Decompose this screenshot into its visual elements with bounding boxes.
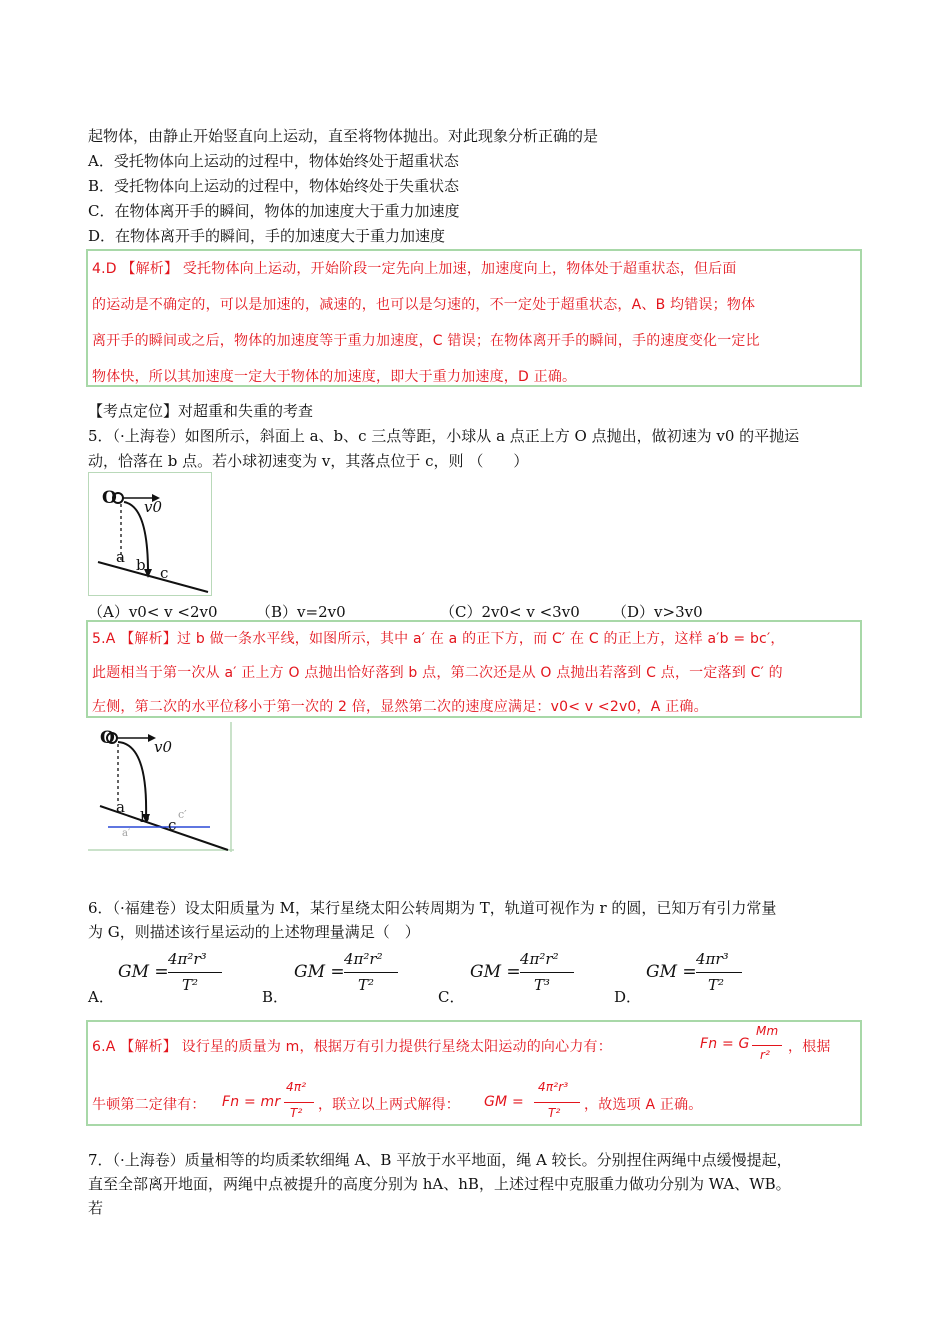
label-c: c (168, 816, 177, 834)
formula-denominator: T² (182, 976, 199, 994)
q6-analysis-formula-den: T² (548, 1106, 561, 1120)
q6-analysis-formula-den: r² (760, 1048, 771, 1062)
q4-option-d: D．在物体离开手的瞬间，手的加速度大于重力加速度 (88, 227, 446, 245)
formula-lhs: GM = (646, 962, 697, 982)
formula-numerator: 4πr³ (696, 950, 729, 968)
fraction-bar (696, 972, 742, 973)
label-b: b (140, 808, 150, 826)
q5-option-d: （D）v>3v0 (612, 603, 703, 621)
fraction-bar (752, 1045, 782, 1046)
q5-analysis-line: 5.A 【解析】过 b 做一条水平线，如图所示，其中 a′ 在 a 的正下方，而 C′ 在 C 的正上方，这样 a′b = bc′， (92, 631, 785, 647)
formula-lhs: GM = (294, 962, 345, 982)
formula-denominator: T² (708, 976, 725, 994)
q5-option-a: （A）v0< v <2v0 (88, 603, 218, 621)
q5-option-c: （C）2v0< v <3v0 (440, 603, 580, 621)
q4-option-a: A．受托物体向上运动的过程中，物体始终处于超重状态 (88, 152, 459, 170)
fraction-bar (168, 972, 222, 973)
q4-analysis-box (86, 249, 862, 387)
label-v0: v0 (144, 498, 163, 516)
label-c-prime: c′ (178, 808, 187, 821)
q5-analysis-figure (88, 722, 234, 852)
q6-analysis-box (86, 1020, 862, 1126)
option-letter: C． (438, 988, 465, 1006)
formula-lhs: GM = (470, 962, 521, 982)
q4-analysis-line: 离开手的瞬间或之后，物体的加速度等于重力加速度，C 错误；在物体离开手的瞬间，手的速度变化一定比 (92, 333, 760, 349)
q5-analysis-box (86, 620, 862, 718)
q5-analysis-line: 左侧，第二次的水平位移小于第一次的 2 倍，显然第二次的速度应满足：v0< v <2v0，A 正确。 (92, 699, 708, 715)
q5-figure (88, 472, 212, 596)
q6-analysis-text: ，故选项 A 正确。 (584, 1097, 703, 1113)
q6-analysis-formula-den: T² (290, 1106, 303, 1120)
option-letter: B． (262, 988, 289, 1006)
q6-analysis-text: ，根据 (788, 1039, 831, 1055)
fraction-bar (520, 972, 574, 973)
q5-stem-line1: 5．（·上海卷）如图所示，斜面上 a、b、c 三点等距，小球从 a 点正上方 O 点抛出，做初速为 v0 的平抛运 (88, 427, 800, 445)
q7-line3: 若 (88, 1199, 104, 1217)
q5-analysis-line: 此题相当于第一次从 a′ 正上方 O 点抛出恰好落到 b 点，第二次还是从 O 点抛出若落到 C 点，一定落到 C′ 的 (92, 665, 783, 681)
label-o: O (100, 728, 115, 748)
q4-option-b: B．受托物体向上运动的过程中，物体始终处于失重状态 (88, 177, 460, 195)
label-o: O (102, 488, 117, 508)
q7-line1: 7．（·上海卷）质量相等的均质柔软细绳 A、B 平放于水平地面，绳 A 较长。分别捏住两绳中点缓慢提起， (88, 1151, 792, 1169)
formula-numerator: 4π²r² (520, 950, 559, 968)
q6-analysis-text: ，联立以上两式解得： (318, 1097, 460, 1113)
label-b: b (136, 556, 146, 574)
label-c: c (160, 564, 169, 582)
q6-stem-line2: 为 G，则描述该行星运动的上述物理量满足（ ） (88, 923, 420, 941)
q4-kaodian: 【考点定位】对超重和失重的考查 (88, 402, 314, 420)
option-letter: D． (614, 988, 642, 1006)
q4-analysis-line: 的运动是不确定的，可以是加速的，减速的，也可以是匀速的，不一定处于超重状态，A、B 均错误；物体 (92, 297, 756, 313)
q6-analysis-formula-num: 4π²r³ (538, 1080, 569, 1094)
q6-analysis-formula-num: 4π² (286, 1080, 307, 1094)
q4-stem: 起物体，由静止开始竖直向上运动，直至将物体抛出。对此现象分析正确的是 (88, 127, 599, 145)
option-letter: A． (88, 988, 114, 1006)
formula-lhs: GM = (118, 962, 169, 982)
q4-analysis-line: 4.D 【解析】 受托物体向上运动，开始阶段一定先向上加速，加速度向上，物体处于超重状态，但后面 (92, 261, 737, 277)
q6-analysis-text: 6.A 【解析】 设行星的质量为 m，根据万有引力提供行星绕太阳运动的向心力有： (92, 1039, 612, 1055)
q5-stem-line2: 动，恰落在 b 点。若小球初速变为 v，其落点位于 c，则 （ ） (88, 452, 529, 470)
label-a-prime: a′ (122, 828, 131, 839)
q4-option-c: C．在物体离开手的瞬间，物体的加速度大于重力加速度 (88, 202, 460, 220)
q6-analysis-text: 牛顿第二定律有： (92, 1097, 206, 1113)
label-a: a (116, 798, 125, 816)
formula-denominator: T³ (534, 976, 551, 994)
formula-numerator: 4π²r² (344, 950, 383, 968)
q6-analysis-formula: GM = (484, 1094, 524, 1110)
formula-denominator: T² (358, 976, 375, 994)
fraction-bar (284, 1102, 314, 1103)
fraction-bar (344, 972, 398, 973)
label-a: a (116, 548, 125, 566)
formula-numerator: 4π²r³ (168, 950, 207, 968)
q6-analysis-formula-num: Mm (756, 1024, 779, 1038)
q7-line2: 直至全部离开地面，两绳中点被提升的高度分别为 hA、hB，上述过程中克服重力做功分别为 WA、WB。 (88, 1175, 791, 1193)
fraction-bar (534, 1102, 580, 1103)
q4-analysis-line: 物体快，所以其加速度一定大于物体的加速度，即大于重力加速度，D 正确。 (92, 369, 577, 385)
label-v0: v0 (154, 738, 173, 756)
q5-option-b: （B）v=2v0 (256, 603, 346, 621)
q6-analysis-formula: Fn = G (700, 1036, 750, 1052)
q6-stem-line1: 6．（·福建卷）设太阳质量为 M，某行星绕太阳公转周期为 T，轨道可视作为 r 的圆，已知万有引力常量 (88, 899, 777, 917)
q6-analysis-formula: Fn = mr (222, 1094, 281, 1110)
